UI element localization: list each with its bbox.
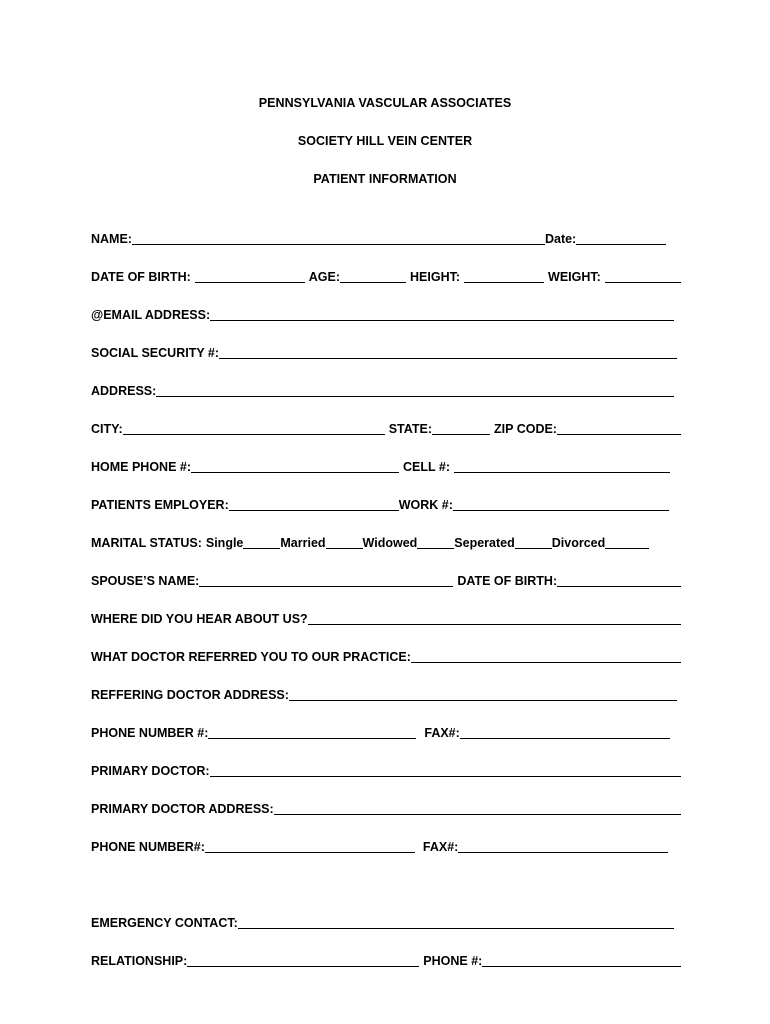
row-primary-address bbox=[91, 798, 681, 816]
state-field[interactable] bbox=[432, 422, 490, 435]
spouse-dob-label: DATE OF BIRTH: bbox=[457, 574, 558, 588]
fax-2-field[interactable] bbox=[458, 840, 668, 853]
zip-field[interactable] bbox=[557, 422, 681, 435]
work-field[interactable] bbox=[453, 498, 669, 511]
fax-field[interactable] bbox=[460, 726, 670, 739]
primary-doctor-label: PRIMARY DOCTOR: bbox=[91, 764, 210, 778]
ssn-field[interactable] bbox=[219, 346, 677, 359]
name-label: NAME: bbox=[91, 232, 132, 246]
relationship-field[interactable] bbox=[187, 954, 419, 967]
row-referring-address bbox=[91, 684, 681, 702]
name-field[interactable] bbox=[132, 232, 545, 245]
dob-field[interactable] bbox=[195, 270, 305, 283]
cell-label: CELL #: bbox=[403, 460, 451, 474]
referring-doctor-field[interactable] bbox=[411, 650, 681, 663]
row-emergency-contact bbox=[91, 912, 681, 930]
row-relationship-phone bbox=[91, 950, 681, 968]
city-label: CITY: bbox=[91, 422, 123, 436]
phone-number-field[interactable] bbox=[208, 726, 416, 739]
divorced-field[interactable] bbox=[605, 536, 649, 549]
spouse-dob-field[interactable] bbox=[557, 574, 681, 587]
row-address bbox=[91, 380, 681, 398]
row-primary-doctor bbox=[91, 760, 681, 778]
row-hear-about bbox=[91, 608, 681, 626]
date-field[interactable] bbox=[576, 232, 666, 245]
height-field[interactable] bbox=[464, 270, 544, 283]
fax-label: FAX#: bbox=[424, 726, 460, 740]
org-title: PENNSYLVANIA VASCULAR ASSOCIATES bbox=[258, 96, 512, 110]
row-spouse bbox=[91, 570, 681, 588]
work-label: WORK #: bbox=[398, 498, 453, 512]
row-name-date bbox=[91, 228, 681, 246]
relationship-label: RELATIONSHIP: bbox=[91, 954, 188, 968]
phone-2-label: PHONE #: bbox=[423, 954, 483, 968]
zip-label: ZIP CODE: bbox=[494, 422, 557, 436]
widowed-field[interactable] bbox=[417, 536, 454, 549]
employer-label: PATIENTS EMPLOYER: bbox=[91, 498, 229, 512]
row-city-state-zip bbox=[91, 418, 681, 436]
marital-status-label: MARITAL STATUS: bbox=[91, 536, 202, 550]
age-field[interactable] bbox=[340, 270, 406, 283]
spouse-name-field[interactable] bbox=[199, 574, 453, 587]
state-label: STATE: bbox=[388, 422, 432, 436]
hear-about-field[interactable] bbox=[308, 612, 681, 625]
address-label: ADDRESS: bbox=[91, 384, 157, 398]
ssn-label: SOCIAL SECURITY #: bbox=[91, 346, 220, 360]
height-label: HEIGHT: bbox=[410, 270, 461, 284]
primary-doctor-field[interactable] bbox=[210, 764, 681, 777]
phone-number-2-label: PHONE NUMBER#: bbox=[91, 840, 205, 854]
emergency-contact-field[interactable] bbox=[238, 916, 674, 929]
home-phone-field[interactable] bbox=[191, 460, 399, 473]
center-title: SOCIETY HILL VEIN CENTER bbox=[297, 134, 473, 148]
row-referring-doctor bbox=[91, 646, 681, 664]
city-field[interactable] bbox=[123, 422, 385, 435]
fax-2-label: FAX#: bbox=[422, 840, 459, 854]
married-label: Married bbox=[280, 536, 326, 550]
separated-label: Seperated bbox=[454, 536, 515, 550]
emergency-contact-label: EMERGENCY CONTACT: bbox=[91, 916, 238, 930]
employer-field[interactable] bbox=[229, 498, 399, 511]
row-phone-fax-2 bbox=[91, 836, 681, 854]
weight-label: WEIGHT: bbox=[548, 270, 601, 284]
email-label: @EMAIL ADDRESS: bbox=[91, 308, 211, 322]
referring-address-label: REFFERING DOCTOR ADDRESS: bbox=[91, 688, 289, 702]
phone-number-label: PHONE NUMBER #: bbox=[91, 726, 209, 740]
widowed-label: Widowed bbox=[362, 536, 418, 550]
referring-doctor-label: WHAT DOCTOR REFERRED YOU TO OUR PRACTICE: bbox=[91, 650, 411, 664]
row-home-cell bbox=[91, 456, 681, 474]
phone-2-field[interactable] bbox=[482, 954, 681, 967]
row-email bbox=[91, 304, 681, 322]
married-field[interactable] bbox=[326, 536, 363, 549]
single-label: Single bbox=[205, 536, 244, 550]
date-label: Date: bbox=[544, 232, 577, 246]
primary-address-field[interactable] bbox=[274, 802, 681, 815]
divorced-label: Divorced bbox=[551, 536, 606, 550]
spouse-name-label: SPOUSE’S NAME: bbox=[91, 574, 200, 588]
address-field[interactable] bbox=[156, 384, 674, 397]
hear-about-label: WHERE DID YOU HEAR ABOUT US? bbox=[91, 612, 308, 626]
dob-label: DATE OF BIRTH: bbox=[91, 270, 191, 284]
row-marital-status bbox=[91, 532, 681, 550]
row-phone-fax bbox=[91, 722, 681, 740]
phone-number-2-field[interactable] bbox=[205, 840, 415, 853]
email-field[interactable] bbox=[210, 308, 674, 321]
form-title: PATIENT INFORMATION bbox=[313, 172, 457, 186]
cell-field[interactable] bbox=[454, 460, 670, 473]
home-phone-label: HOME PHONE #: bbox=[91, 460, 192, 474]
row-ssn bbox=[91, 342, 681, 360]
weight-field[interactable] bbox=[605, 270, 681, 283]
row-employer-work bbox=[91, 494, 681, 512]
row-dob-age-height-weight bbox=[91, 266, 681, 284]
separated-field[interactable] bbox=[515, 536, 552, 549]
single-field[interactable] bbox=[243, 536, 280, 549]
age-label: AGE: bbox=[308, 270, 341, 284]
primary-address-label: PRIMARY DOCTOR ADDRESS: bbox=[91, 802, 274, 816]
referring-address-field[interactable] bbox=[289, 688, 677, 701]
